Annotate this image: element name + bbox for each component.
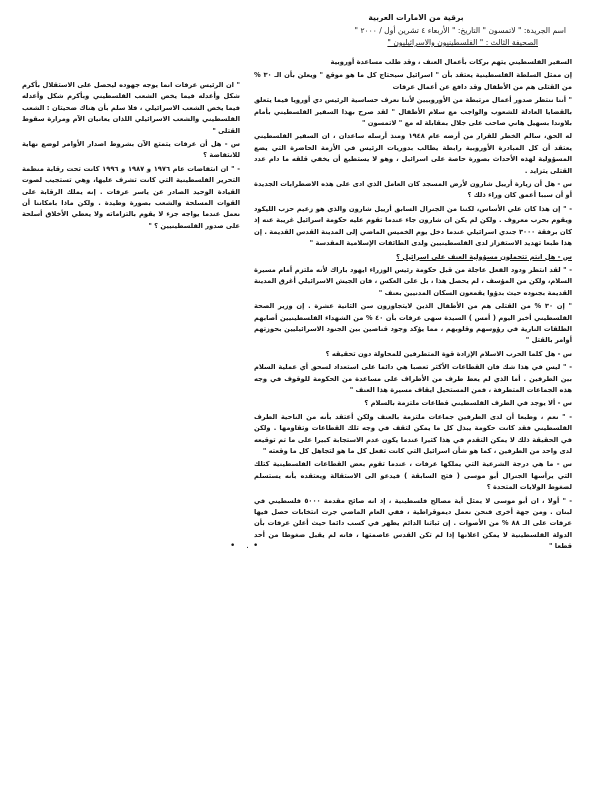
document-header xyxy=(266,12,566,50)
left-para: - " ان انتفاضات عام ١٩٧٦ و ١٩٨٧ و ١٩٩٦ كانت تحت رقابة منظمة التحرير الفلسطينية التي كانت تشرف عليها، وهي تستجيب لصوت القيادة الوحيد الصادر عن ياسر عرفات . إنه يملك الرقابة على القوات المسلحة والشعب بصورة وطيدة . ولكن ماذا بامكاننا أن نعمل عندما يواجه جزء لا يقوم بالتزاماته ولا يعطي الأخلاق أسلحة على صدور الفلسطينيين ؟ " xyxy=(22,164,240,230)
header-line-2: اسم الجريدة: " لاتمسون " التاريخ: " الأربعاء ٤ تشرين أول / ٢٠٠٠ " xyxy=(354,25,566,35)
right-para: - " أولا ، ان أبو موسى لا يمثل أية مصالح فلسطينية ، إذ انه صائح مقدمة ٥٠٠٠ فلسطيني في لبنان . ومن جهة أخرى فنحن نعمل ديموقراطية ، ففي العام الماضي جرت انتخابات حصل فيها عرفات على الـ ٨٨ % من الأصوات . إن ثباتنا الدائم يظهر في كسب دائما حيث أعلن عرفات بأن الدولة الفلسطينية لا يمكن اعلانها إذا لم تكن القدس عاصمتها ، فانه لم يقبل ضغوطا من أحد قطعا " xyxy=(254,496,572,551)
right-para: - " ليس في هذا شك فان القطاعات الأكثر تعصبا هي دائما على استعداد لسحق أي عملية السلام بين الطرفين . أما الذي لم يعط طرف من الأطراف على مساعدة من الحكومة للوقوف في وجه هذه الجماعات المتطرفة ، فمن المستحيل ايقاف مسيرة هذا العنف " xyxy=(254,363,572,394)
stray-marks: •. • xyxy=(230,541,263,551)
right-para: س - هل أن زيارة أرييل شارون لأرض المسجد كان العامل الذي ادى على هذه الاضطرابات الجديدة أو أن سببا أعمق كان وراء ذلك ؟ xyxy=(254,180,572,200)
right-para: " إن ٣٠ % من القتلى هم من الأطفال الذين لايتجاوزون سن الثانية عشرة . إن وزير الصحة الفلسطيني أخبر اليوم ( أمس ) السيدة سهى عرفات بأن ٤٠ % من الشهداء الفلسطينيين أصابهم الطلقات النارية في رؤوسهم وقلوبهم ، مما يؤكد وجود قناصين بين الجنود الاسرائيليين بحوزتهم أوامر بالقتل " xyxy=(254,302,572,345)
right-para: له الحق، سالم الخطر للقرار من أرضه عام ١٩٤٨ ومنذ أرسله ساعدان ، ان السفير الفلسطيني يعتقد أن كل المبادرة الأوروبية رابطة يطالب بدوريات الرئيس في الأزمة الحاضرة التي يضع المسؤولية لهذه الأحداث بصورة حاصة على اسرائيل ، وهو لا يستطيع أن يخفي قلقه ما دام عدد القتلى يتزايد . xyxy=(254,132,572,175)
right-para: السفير الفلسطيني يتهم بركات بأعمال العنف ، وقد طلب مساعدة أوروبية xyxy=(330,58,572,66)
right-para: - " نعم ، وطبعا أن لدى الطرفين جماعات ملتزمة بالعنف ولكن أعتقد بأنه من الناحية الطرف الفلسطيني فقد كانت حكومة يبذل كل ما يمكن لتقف في وجه تلك القطاعات وتقاومها . ولكن في الحقيقة ذلك لا يمكن التقدم في هذا كثيرا عندما يكون عدم الاستجابة كبيرا على ما تم توقيعه لدى واحد من الطرفين ، كما هو شأن اسرائيل التي كانت تفعل كل ما هو لتجاهل كل ما وقعته " xyxy=(254,412,572,455)
right-para: إن ممثل السلطة الفلسطينية يعتقد بأن " اسرائيل سيحتاج كل ما هو موقع " ويعلن بأن الـ ٣٠ % من القتلى هم من الأطفال وقد دافع عن أعمال عرفات xyxy=(254,71,572,91)
right-para: س - ألا يوجد في الطرف الفلسطيني قطاعات ملتزمة بالسلام ؟ xyxy=(364,399,572,408)
left-para: " ان الرئيس عرفات انما يوجه جهوده ليحصل على الاستقلال بأكرم شكل وأعدله فيما يخص الشعب الفلسطيني وبأكرم شكل وأعدله فيما يخص الشعب الاسرائيلي ، فلا سلم بأن هناك ضحيتان : الشعب الفلسطيني والشعب الاسرائيلي اللذان يعانيان الآم ومرارة سقوط القتلى " xyxy=(22,81,240,135)
left-para: س - هل أن عرفات يتمتع الآن بشروط اصدار الأوامر لوضع نهاية للانتفاضة ؟ xyxy=(22,140,240,160)
right-para: س - هل انتم تتحملون مسؤولية العنف على اسرائيل ؟ xyxy=(396,252,572,261)
right-para: " أننا ننتظر صدور أعمال مرتبطة من الأوروبيين لأننا نعرف حساسية الرئيس دي أورويا فيما يتعلق بالقضايا العادلة للشعوب والواجب مع سلام الأطفال " لقد صرح بهذا السفير الفلسطيني بأمام بلاوندا بسهيل هاني صاحب على جلال بمقابلة له مع " لاتمسون " xyxy=(254,96,572,128)
right-column xyxy=(254,57,572,555)
right-para: - " إن هذا كان علي الأساس، لكننا من الجنرال السابق أرييل شارون والذي هو زعيم حزب الليكود ويقوم بحرب معروف . ولكن لم يكن ان شارون جاء عندما تقوم عليه حكومة اسرائيل غريبة عنه إذ كان برفقة ٣٠٠٠ جندي اسرائيلي عندما دخل يوم الخميس الماضي إلى المدينة القدس القديمة . إن هذا طبعا تهديد الاستفزاز لدى الفلسطينيين ولدى الطائفات الإسلامية المقدسة " xyxy=(254,204,572,248)
left-column xyxy=(22,80,240,234)
right-para: س - هل كلما الحرب الاسلام الإزادة قوة المتطرفين للمحاولة دون تحقيقه ؟ xyxy=(325,349,572,358)
right-para: س - ما هي درجة الشرعية التي يملكها عرفات ، عندما تقوم بعض القطاعات الفلسطينية كتلك التي يرأسها الجنرال أبو موسى ( فتح السابقة ) فيدعو الى الاستقالة ويعتقده بأنه يستسلم لضغوط الولايات المتحدة ؟ xyxy=(254,460,572,492)
right-para: - " لقد انتظر ودود الفعل عاجلة من قبل حكومة رئيس الوزراء ايهود باراك لأنه ملتزم أمام مسيرة السلام، ولكن من المؤسف ، لم يحصل هذا ، بل على العكس ، فان الجيش الاسرائيلي أغرق المدينة القديمة بجنوده حيث بدؤوا يقمعون السكان المدنيين بعنف " xyxy=(254,265,572,297)
header-line-3: الصحيفة الثالث : " الفلسطينيون والاسرائيليون " xyxy=(387,38,538,47)
header-line-1: برقية من الامارات العربية xyxy=(368,13,464,22)
